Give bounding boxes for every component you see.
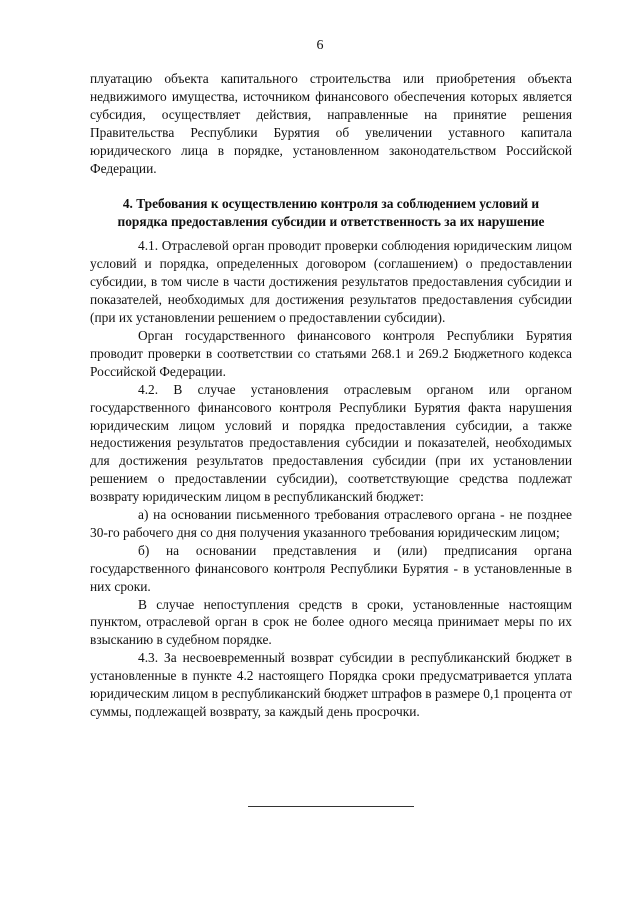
section-heading: 4. Требования к осуществлению контроля за соблюдением условий и порядка предоставления субсидии и ответственность за их нарушение — [117, 196, 545, 230]
paragraph-item-a: а) на основании письменного требования отраслевого органа - не позднее 30-го рабочего дня со дня получения указанного требования юридическим лицом; — [90, 507, 572, 540]
paragraph-item-b: б) на основании представления и (или) предписания органа государственного финансового контроля Республики Бурятия - в установленные в них сроки. — [90, 542, 572, 594]
paragraph-4-3: 4.3. За несвоевременный возврат субсидии в республиканский бюджет в установленные в пункте 4.2 настоящего Порядка сроки предусматривается уплата юридическим лицом в республиканский бюджет штрафов в размере 0,1 процента от суммы, подлежащей возврату, за каждый день просрочки. — [90, 650, 572, 719]
paragraph-financial-control: Орган государственного финансового контроля Республики Бурятия проводит проверки в соответствии со статьями 268.1 и 269.2 Бюджетного кодекса Российской Федерации. — [90, 327, 572, 379]
intro-paragraph: плуатацию объекта капитального строительства или приобретения объекта недвижимого имущества, источником финансового обеспечения которых является субсидия, осуществляет действия, направленные на принятие решения Правительства Республики Бурятия об увеличении уставного капитала юридического лица в порядке, установленном законодательством Российской Федерации. — [90, 71, 572, 176]
document-body — [90, 70, 572, 721]
footer-divider-line — [248, 806, 414, 807]
paragraph-non-receipt: В случае непоступления средств в сроки, установленные настоящим пунктом, отраслевой орган в срок не более одного месяца принимает меры по их взысканию в судебном порядке. — [90, 596, 572, 648]
paragraph-4-2: 4.2. В случае установления отраслевым органом или органом государственного финансового контроля Республики Бурятия факта нарушения юридическим лицом условий и порядка предоставления субсидии, а также недостижения результатов предоставления субсидии и показателей, необходимых для достижения результатов предоставления субсидии (при их установлении решением о предоставлении субсидии), соответствующие средства подлежат возврату юридическим лицом в республиканский бюджет: — [90, 381, 572, 505]
paragraph-4-1: 4.1. Отраслевой орган проводит проверки соблюдения юридическим лицом условий и порядка, определенных договором (соглашением) о предоставлении субсидии, в том числе в части достижения результатов предоставления субсидии и показателей, необходимых для достижения результатов предоставления субсидии (при их установлении решением о предоставлении субсидии). — [90, 238, 572, 326]
page-number: 6 — [316, 38, 324, 53]
